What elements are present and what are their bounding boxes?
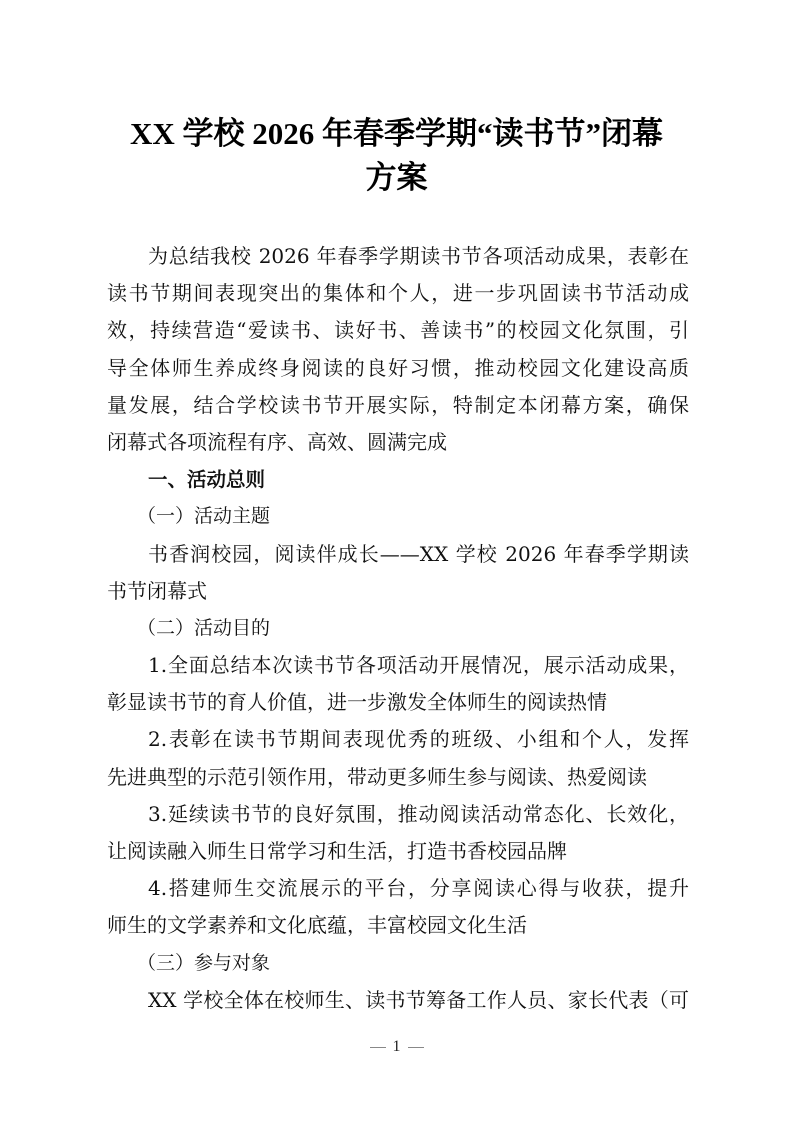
paragraph-line: 让阅读融入师生日常学习和生活，打造书香校园品牌	[107, 839, 567, 863]
subsection-heading: （三）参与对象	[137, 951, 271, 974]
theme-paragraph	[107, 536, 689, 610]
paragraph-line: XX 学校全体在校师生、读书节筹备工作人员、家长代表（可	[148, 987, 689, 1012]
paragraph-line: 闭幕式各项流程有序、高效、圆满完成	[107, 429, 447, 454]
list-item	[107, 870, 689, 944]
paragraph-line: 书节闭幕式	[107, 578, 207, 603]
paragraph-line: 量发展，结合学校读书节开展实际，特制定本闭幕方案，确保	[107, 392, 689, 417]
paragraph-line: 3.延续读书节的良好氛围，推动阅读活动常态化、长效化，	[148, 801, 689, 826]
document-body	[107, 238, 689, 1019]
page-number: 1	[392, 1038, 401, 1055]
paragraph-line: 师生的文学素养和文化底蕴，丰富校园文化生活	[107, 913, 527, 938]
intro-paragraph	[107, 238, 689, 461]
paragraph-line: 导全体师生养成终身阅读的良好习惯，推动校园文化建设高质	[107, 355, 689, 380]
paragraph-line: 2.表彰在读书节期间表现优秀的班级、小组和个人，发挥	[148, 727, 689, 752]
paragraph-line: 先进典型的示范引领作用，带动更多师生参与阅读、热爱阅读	[107, 764, 647, 789]
list-item	[107, 721, 689, 795]
paragraph-line: 彰显读书节的育人价值，进一步激发全体师生的阅读热情	[107, 690, 607, 715]
paragraph-line: 为总结我校 2026 年春季学期读书节各项活动成果，表彰在	[148, 244, 689, 268]
subsection-heading: （一）活动主题	[137, 505, 271, 528]
section-heading: 一、活动总则	[148, 468, 266, 492]
dash-right	[408, 1047, 424, 1048]
title-line-2: 方案	[365, 160, 428, 195]
title-line-1: XX 学校 2026 年春季学期“读书节”闭幕	[129, 116, 664, 151]
paragraph-line: 4.搭建师生交流展示的平台，分享阅读心得与收获，提升	[148, 876, 689, 901]
list-item	[107, 796, 689, 870]
subsection-heading: （二）活动目的	[137, 616, 271, 639]
purpose-list	[107, 647, 689, 945]
list-item	[107, 647, 689, 721]
paragraph-line: 读书节期间表现突出的集体和个人，进一步巩固读书节活动成	[107, 281, 689, 306]
paragraph-line: 书香润校园，阅读伴成长——XX 学校 2026 年春季学期读	[148, 541, 689, 566]
dash-left	[370, 1047, 386, 1048]
paragraph-line: 1.全面总结本次读书节各项活动开展情况，展示活动成果，	[148, 653, 689, 678]
document-title	[100, 112, 693, 200]
page-footer	[0, 1038, 793, 1056]
paragraph-line: 效，持续营造“爱读书、读好书、善读书”的校园文化氛围，引	[107, 318, 689, 343]
